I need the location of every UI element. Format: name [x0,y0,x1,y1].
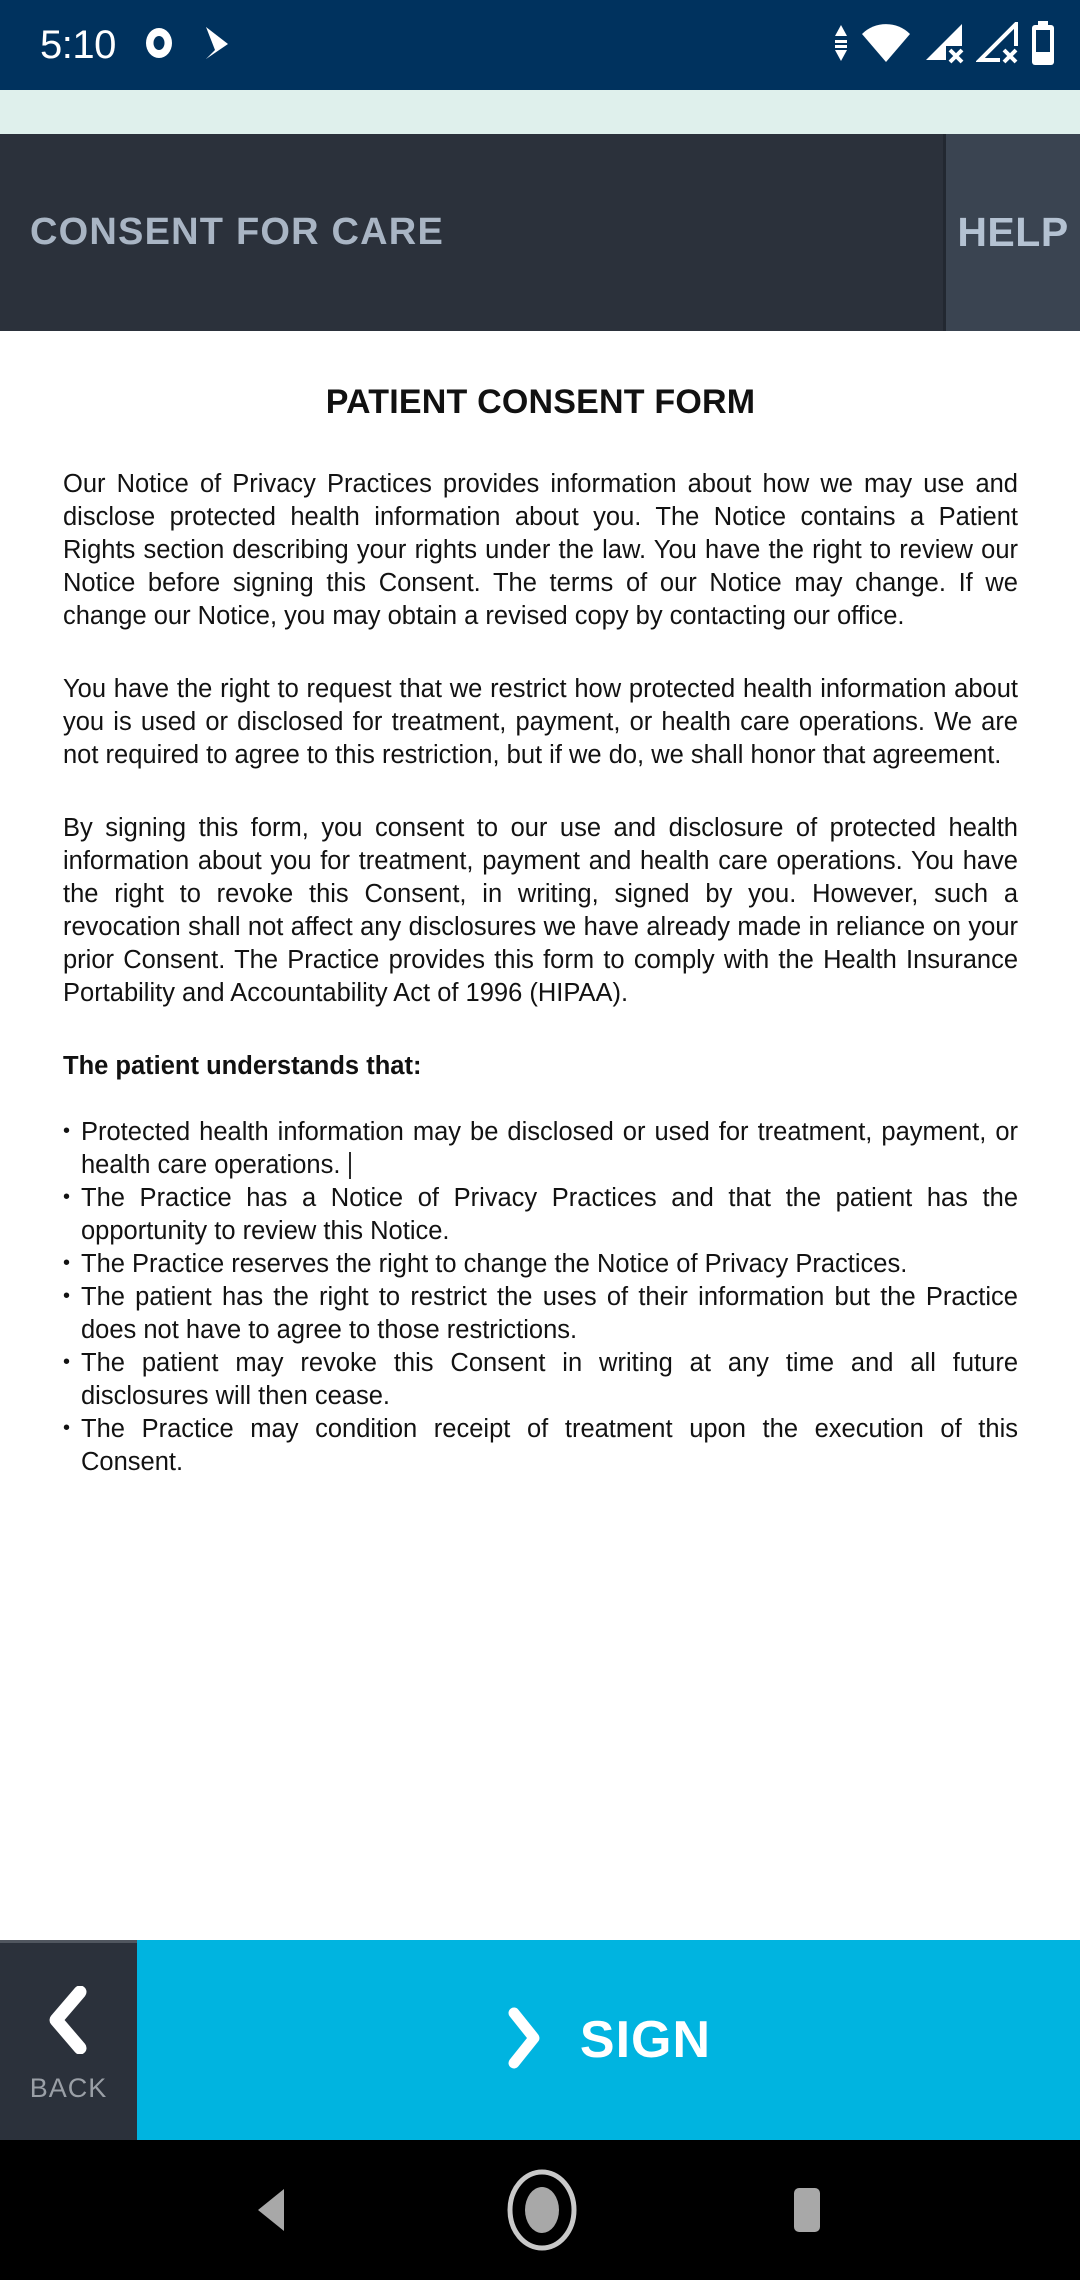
sign-button[interactable] [137,1940,1080,2140]
record-circle-icon [142,26,176,65]
status-clock: 5:10 [40,23,116,67]
list-item [63,1182,1018,1248]
action-bar [0,1940,1080,2140]
help-button-label: HELP [957,209,1069,255]
document-paragraph: You have the right to request that we restrict how protected health information about you is used or disclosed for treatment, payment, or health care operations. We are not required to agree to this restriction, but if we do, we shall honor that agreement. [63,675,1018,769]
list-item-text: The Practice may condition receipt of treatment upon the execution of this Consent. [81,1415,1018,1476]
status-bar-right [832,21,1056,70]
accent-strip [0,90,1080,134]
signal-no-sim-2-icon [976,22,1020,69]
document-title: PATIENT CONSENT FORM [325,383,756,421]
document-paragraph: Our Notice of Privacy Practices provides information about how we may use and disclose protected health information about you. The Notice contains a Patient Rights section describing your rights under the law. You have the right to review our Notice before signing this Consent. The terms of our Notice may change. If we change our Notice, you may obtain a revised copy by contacting our office. [63,470,1018,630]
play-store-icon [202,25,236,66]
signal-no-sim-1-icon [922,22,966,69]
back-button-label: BACK [29,2072,108,2103]
list-item [63,1413,1018,1479]
help-button[interactable] [943,134,1080,331]
list-item-text: The patient has the right to restrict the uses of their information but the Practice does not have to agree to those restrictions. [81,1283,1018,1344]
back-triangle-icon[interactable] [252,2185,298,2235]
wifi-icon [860,22,912,69]
list-item-text: The Practice reserves the right to change the Notice of Privacy Practices. [81,1250,908,1278]
chevron-left-icon [46,1986,92,2059]
list-item [63,1248,1018,1281]
text-caret [349,1152,351,1179]
home-circle-icon[interactable] [502,2168,582,2252]
consent-document[interactable] [0,331,1080,1940]
recents-square-icon[interactable] [786,2185,828,2235]
list-item-text: The patient may revoke this Consent in writing at any time and all future disclosures will then cease. [81,1349,1018,1410]
list-item [63,1116,1018,1182]
list-item [63,1347,1018,1413]
app-title-container [0,134,943,331]
list-item [63,1281,1018,1347]
battery-icon [1030,21,1056,70]
page-title: CONSENT FOR CARE [30,211,444,253]
chevron-right-icon [506,2007,542,2074]
data-transfer-icon [832,23,850,68]
understanding-list [63,1116,1018,1479]
status-bar-left [40,25,236,66]
android-nav-bar [0,2140,1080,2280]
document-paragraph: By signing this form, you consent to our use and disclosure of protected health information about you for treatment, payment and health care operations. You have the right to revoke this Consent, in writing, signed by you. However, such a revocation shall not affect any disclosures we have already made in reliance on your prior Consent. The Practice provides this form to comply with the Health Insurance Portability and Accountability Act of 1996 (HIPAA). [63,814,1018,1007]
document-subheading: The patient understands that: [63,1052,422,1080]
list-item-text: Protected health information may be disclosed or used for treatment, payment, or health care operations. [81,1118,1018,1179]
app-header [0,134,1080,331]
back-button[interactable] [0,1940,137,2140]
status-bar [0,0,1080,90]
sign-button-label: SIGN [579,2011,712,2069]
list-item-text: The Practice has a Notice of Privacy Practices and that the patient has the opportunity to review this Notice. [81,1184,1018,1245]
